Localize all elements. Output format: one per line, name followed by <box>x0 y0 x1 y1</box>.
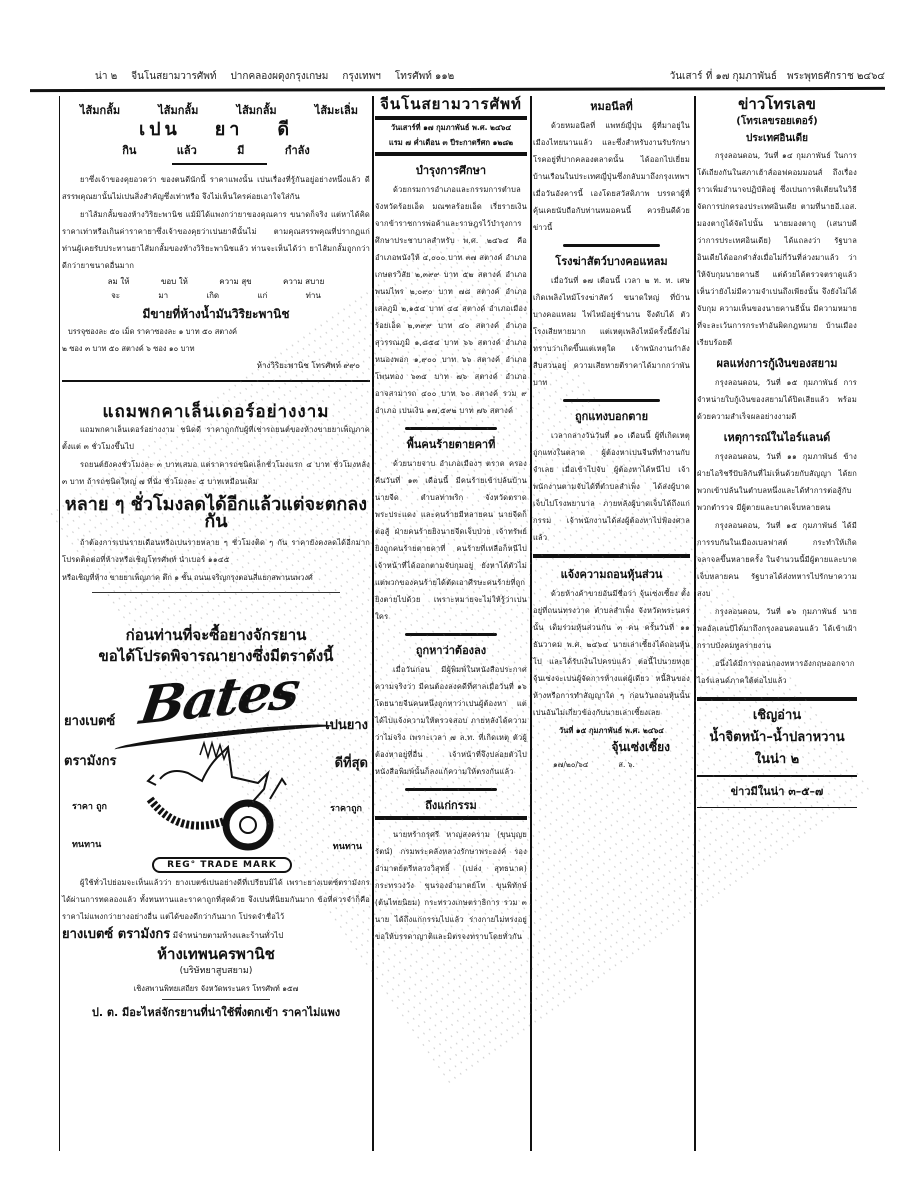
benefit-word: ลม ให้ <box>107 276 130 286</box>
section-rule <box>697 807 857 809</box>
article-body: กรุงลอนดอน, วันที่ ๑๕ กุมภาพันธ์ การจำหน่ายใบกู้เงินของสยามได้ปิดเสียแล้ว พร้อมด้วยความสำเร็จผลอย่างงามดี <box>697 378 857 421</box>
article-body: ด้วยห้างค้าขายอันมีชื่อว่า จุ้นเซ่งเซี้ยง ตั้งอยู่ที่ถนนทรงวาด ตำบลสำเพ็ง จังหวัดพระนครนั้น เดิมร่วมหุ้นส่วนกัน ๓ คน ครั้นวันที่ ๑๑ ธันวาคม พ.ศ. ๒๔๖๔ นายเล่าเซี้ยงได้ถอนหุ้นไป และได้รับเงินไปครบแล้ว ต่อนี้ไปนายหงุยจุ้นเซ่งจะเปนผู้จัดการห้างแต่ผู้เดียว หนี้สินของห้างหรือการทำสัญญาใด ๆ ก่อนวันถอนหุ้นนั้น เปนอันไม่เกี่ยวข้องกับนายเล่าเซี้ยงเลย <box>533 589 690 717</box>
ad-word: มี <box>237 144 245 157</box>
article-headline: ข่าวโทรเลข <box>738 95 816 113</box>
section-rule <box>375 816 527 820</box>
store-contact: เชิงสพานพิทยเสถียร จังหวัดพระนคร โทรศัพท์ ๑๕๗ <box>133 983 299 993</box>
ad-medicine-top-words <box>62 94 370 119</box>
ad-word: กิน <box>122 144 137 157</box>
company-name: (บริษัทยาสูบสยาม) <box>179 965 253 976</box>
section-rule <box>405 633 497 636</box>
left-label: ทนทาน <box>72 839 102 850</box>
ad-word: กำลัง <box>284 144 310 157</box>
column-rule-3 <box>694 96 696 1151</box>
article-body: กรุงลอนดอน, วันที่ ๑๑ กุมภาพันธ์ ข้างฝ่ายไอริชรีปับลิกันที่ไม่เห็นด้วยกับสัญญา ได้ยกพวกเข้าปล้นในตำบลหนึ่งและได้ทำการต่อสู้กับพวกตำรวจ มีผู้ตายและบาดเจ็บหลายคน <box>697 452 857 512</box>
price-line: บรรจุซองละ ๕๐ เม็ด ราคาซองละ ๑ บาท ๕๐ สตางค์ <box>68 326 238 336</box>
article-body: ด้วยนายจาบ อำเภอเมืองฯ ตราด ครองคืนวันที่ ๑๓ เดือนนี้ มีคนร้ายเข้าปล้นบ้านนายจีด ตำบลท่าพริก จังหวัดตราด พระประแดง และคนร้ายมีหลายคน นายจีดก็ต่อสู้ ฝ่ายคนร้ายยิงนายจีดเจ็บป่วย เจ้าทรัพย์ยิงถูกคนร้ายตายคาที่ คนร้ายที่เหลือก็หนีไป เจ้าหน้าที่ได้ออกตามจับกุมอยู่ ยังหาได้ตัวไม่ แต่พวกของคนร้ายได้ตัดเอาศีรษะคนร้ายที่ถูกยิงตายไปด้วย เพราะหมายจะไม่ให้รู้ว่าเปนใคร <box>375 459 527 621</box>
benefit-word: จะ <box>111 290 121 300</box>
ad-signature: ห้างวิริยะพานิช โทรศัพท์ ๙๙๐ <box>256 360 360 370</box>
article-body: ด้วยหมอนีลที่ แพทย์ญี่ปุ่น ผู้ที่มาอยู่ในเมืองไทยนานแล้ว และซึ่งสำหรับงานรับรักษาโรคอยู่ที่ปากคลองตลาดนั้น ได้ออกไปเยี่ยมบ้านเรือนในประเทศญี่ปุ่นซึ่งกลับมาถึงกรุงเทพฯ เมื่อวันอังคารนี้ เองโดยสวัสดิภาพ บรรดาผู้ที่คุ้นเคยนับถือกับท่านหมอคนนี้ ควรยินดีด้วยข่าวนี้ <box>533 121 690 232</box>
article-subheadline: (โทรเลขรอยเตอร์) <box>736 116 818 127</box>
issue-date: วันเสาร์ ที่ ๑๗ กุมภาพันธ์ <box>669 71 777 82</box>
ad-calendar <box>62 401 370 586</box>
masthead-rule <box>30 87 885 92</box>
article-headline: ถูกหาว่าต้องลง <box>415 644 487 657</box>
masthead <box>95 62 885 84</box>
article-headline: โรงฆ่าสัตว์บางคอแหลม <box>555 255 668 268</box>
city: กรุงเทพฯ <box>342 71 381 82</box>
ad-bates-headline-2: ขอได้โปรดพิจารณายางซึ่งมีตราดังนี้ <box>98 646 334 665</box>
ad-word: ไส้มกลั้ม <box>236 104 277 117</box>
right-label: ราคาถูก <box>330 803 362 814</box>
invite-line: น้ำจิตหน้า–น้ำปลาหวาน <box>709 730 845 745</box>
office-address: ปากคลองผดุงกรุงเกษม <box>230 71 329 82</box>
bates-illustration <box>62 659 370 874</box>
ad-medicine-headline <box>62 119 370 140</box>
ad-bates-headline: ก่อนท่านที่จะซื้อยางจักรยาน <box>125 625 307 644</box>
phone: โทรศัพท์ ๑๑๒ <box>394 71 455 82</box>
article-headline: พื้นคนร้ายตายคาที่ <box>406 438 496 451</box>
article-body: กรุงลอนดอน, วันที่ ๑๔ กุมภาพันธ์ ในการโต้เถียงกันในสภาเฮ้าส์ออฟคอมมอนส์ ถึงเรื่องราวเพิ่มอำนาจปฏิบัติอยู่ ซึ่งเปนการติเตียนในวิธีจัดการปกครองประเทศอินเดีย ตามที่นายอี.เอส. มองตากูได้จัดไปนั้น นายมองตากู (เสนาบดีว่าการประเทศอินเดีย) ได้แถลงว่า รัฐบาลอินเดียได้ออกคำสั่งเมื่อไม่กี่วันที่ล่วงมาแล้ว ว่าให้จับกุมนายคานธี แต่ด้วยได้ตรวจตราดูแล้ว เห็นว่ายังไม่มีความจำเปนถึงเพียงนั้น จึงยังไม่ได้จับกุม ความเห็นของนายคานธีนั้น มีความหมายที่จะละเว้นการกระทำอันผิดกฎหมาย บ้านเมืองเรียบร้อยดี <box>697 151 857 347</box>
right-label: ทนทาน <box>332 841 362 852</box>
dragon-tyre-icon <box>140 739 300 857</box>
section-rule <box>375 152 527 156</box>
notice-date: วันที่ ๑๕ กุมภาพันธ์ พ.ศ. ๒๔๖๔ <box>559 726 664 735</box>
column-advertisements <box>62 94 370 1021</box>
ad-calendar-body: แถมพกคาเล็นเดอร์อย่างงาม ชนิดดี ราคาถูกกับผู้ที่เช่ารถยนต์ของห้างขายยาเพ็ญภาค ตั้งแต่ ๓ ชั่วโมงขึ้นไป <box>62 424 370 451</box>
article-headline: ถึงแก่กรรม <box>425 799 477 812</box>
article-body: กรุงลอนดอน, วันที่ ๑๕ กุมภาพันธ์ ได้มีการรบกันในเมืองเบลฟาสต์ กระทำให้เกิดจลาจลขึ้นหลายครั้ง ในจำนวนนี้มีผู้ตายและบาดเจ็บหลายคน รัฐบาลได้ส่งทหารไปรักษาความสงบ <box>697 521 857 598</box>
article-headline: แจ้งความถอนหุ้นส่วน <box>560 568 663 581</box>
ad-bates-footer: ป. ต. มีอะไหล่จักรยานที่น่าใช้พึ่งตกเข้า ราคาไม่แพง <box>91 1005 341 1019</box>
article-headline: ผลแห่งการกู้เงินของสยาม <box>716 357 838 370</box>
article-section: ประเทศอินเดีย <box>745 133 809 144</box>
benefits-row <box>62 289 370 303</box>
section-rule <box>697 775 857 777</box>
invite-line: เชิญอ่าน <box>752 708 802 723</box>
ad-word: ไส้มกลั้ม <box>80 104 121 117</box>
section-rule <box>697 697 857 701</box>
article-headline: เหตุการณ์ในไอร์แลนด์ <box>723 431 831 444</box>
invite-line: ในน่า ๒ <box>754 752 800 767</box>
section-rule <box>563 399 660 402</box>
ad-medicine-body: ยาไส้มกลั้มของห้างวิริยะพานิช แม้มิได้แพงกว่ายาของคุณคาร ขนาดก็จริง แต่หาได้คิดราคาเท่าหรือเกินค่าราคายาซึ่งเจ้าของคุยว่าเปนยาดีนั้นไม่ ตามคุณสรรพคุณที่ปรากฏแก่ท่านผู้เคยรับประทานยาไส้มกลั้มของห้างวิริยะพานิชแล้ว ท่านจะเห็นได้ว่า ยาไส้มกลั้มถูกกว่า ดีกว่ายาขนาดอื่นมาก <box>62 209 370 270</box>
buddhist-year: พระพุทธศักราช ๒๔๖๔ <box>786 71 885 82</box>
brand-name: ยางเบตซ์ ตรามังกร <box>62 926 171 942</box>
notice-reference <box>533 756 690 773</box>
ad-calendar-address: หรือเชิญที่ห้าง ขายยาเพ็ญภาค ตึก ๑ ชั้น ถนนเจริญกรุงตอนสี่แยกสพานนพวงศ์ <box>62 572 313 582</box>
benefit-word: เกิด <box>206 290 220 300</box>
left-label: ราคา ถูก <box>72 801 107 812</box>
page-border-left <box>59 96 60 1151</box>
article-body: ด้วยกรมการอำเภอและกรรมการตำบล จังหวัดร้อยเอ็ด มณฑลร้อยเอ็ด เรี่ยรายเงินจากข้าราชการพ่อค้าและราษฎรไว้บำรุงการศึกษาประชาบาลสำหรับ พ.ศ. ๒๔๖๔ คือ อำเภอพนังให้ ๔,๐๐๐ บาท ๓๗ สตางค์ อำเภอเกษตรวิสัย ๒,๓๙๙ บาท ๕๒ สตางค์ อำเภอพนมไพร ๒,๐๙๐ บาท ๗๘ สตางค์ อำเภอเสลภูมิ ๒,๑๕๔ บาท ๔๔ สตางค์ อำเภอเมืองร้อยเอ็ด ๒,๓๙๙ บาท ๔๐ สตางค์ อำเภอสุวรรณภูมิ ๑,๘๕๔ บาท ๖๖ สตางค์ อำเภอหนองพอก ๑,๙๐๐ บาท ๖๖ สตางค์ อำเภอโพนทอง ๖๓๔ บาท ๗๖ สตางค์ อำเภออาจสามารถ ๔๐๐ บาท ๖๐ สตางค์ รวม ๙ อำเภอ เปนเงิน ๑๗,๕๙๒ บาท ๗๖ สตางค์ <box>375 185 527 415</box>
lunar-date-line: แรม ๗ ค่ำเดือน ๓ ปีระกาตรีศก ๑๒๘๒ <box>388 138 514 147</box>
column-telegraph-news <box>697 94 857 812</box>
article-body: เมื่อวันที่ ๑๗ เดือนนี้ เวลา ๒ ท. ท. เศษ เกิดเพลิงไหม้โรงฆ่าสัตว์ ขนาดใหญ่ ที่บ้านบางคอแหลม ไฟไหม้อยู่ช้านาน จึงดับได้ ตัวโรงเสียหายมาก แต่เหตุเพลิงไหม้ครั้งนี้ยังไม่ทราบว่าเกิดขึ้นแต่เหตุใด เจ้าพนักงานกำลังสืบสวนอยู่ ความเสียหายตีราคาได้มากกว่าพันบาท <box>533 276 690 387</box>
page-reference: ข่าวมีในน่า ๓–๕–๗ <box>730 784 824 798</box>
ad-word: เปน <box>138 119 181 140</box>
ad-word: ไส้มกลั้ม <box>158 104 199 117</box>
reference-code: ส. ๖. <box>618 760 635 769</box>
paper-name: จีนโนสยามวารศัพท์ <box>131 71 217 82</box>
underline-rule <box>172 163 267 165</box>
page-number: น่า ๒ <box>95 71 118 82</box>
section-rule <box>62 380 370 382</box>
benefit-word: ขอบ ให้ <box>160 276 188 286</box>
benefits-row <box>62 275 370 289</box>
section-rule <box>162 999 270 1000</box>
article-headline: หมอนีลที่ <box>590 100 633 113</box>
paper-title: จีนโนสยามวารศัพท์ <box>375 94 527 120</box>
section-rule <box>533 554 690 558</box>
seller-line: มีขายที่ห้างน้ำมันวิริยะพานิช <box>142 306 290 321</box>
column-news-3 <box>533 94 690 773</box>
article-body: กรุงลอนดอน, วันที่ ๑๖ กุมภาพันธ์ นายพลอัลเลนบีได้มาถึงกรุงลอนดอนแล้ว ได้เข้าเฝ้ากราบบังคมทูลรายงาน <box>697 607 857 650</box>
bates-logo: Bates <box>136 659 303 737</box>
article-body: เวลากลางวันวันที่ ๑๐ เดือนนี้ ผู้ที่เกิดเหตุถูกแทงในตลาด ผู้ต้องหาเปนจีนที่ทำงานกับจำเลย เมื่อเข้าไปจับ ผู้ต้องหาได้หนีไป เจ้าพนักงานตามจับได้ที่ตำบลสำเพ็ง ได้ส่งผู้บาดเจ็บไปโรงพยาบาล ภายหลังผู้บาดเจ็บได้ถึงแก่กรรม เจ้าพนักงานได้ส่งผู้ต้องหาไปฟ้องศาลแล้ว <box>533 431 690 542</box>
ad-bates-body: ผู้ใช้ทั่วไปย่อมจะเห็นแล้วว่า ยางเบตซ์เปนอย่างดีที่เปรียบมิได้ เพราะยางเบตซ์ตรามังกรได้ผ่านการทดลองแล้ว ทั้งทนทานและราคาถูกที่สุดด้วย จึงเปนที่นิยมกันมาก ข้อที่ควรจำก็คือ ราคาไม่แพงกว่ายางอย่างอื่น แต่ได้ของดีกว่ากันมาก โปรดจำชื่อไว้ <box>62 877 370 921</box>
price-line: ๒ ซอง ๓ บาท ๕๐ สตางค์ ๖ ซอง ๑๐ บาท <box>62 343 195 353</box>
column-news-2 <box>375 94 527 946</box>
benefit-word: มา <box>158 290 169 300</box>
brand-line <box>62 926 370 944</box>
right-label: เปนยาง <box>325 717 368 733</box>
article-body: นายหร้ากรุศรี หาญสงคราม (ขุนบุญยรัตน์) กรมพระคลังหลวงรักษาพระองค์ รองอำมาตย์ตรีหลวงวิสุทธิ์ (เปล่ง สุทธนาค) กระทรวงวัง ขุนรองอำมาตย์โท ขุนพิทักษ์ (ต้นไทยนิยม) กระทรวงเกษตราธิการ รวม ๓ นาย ได้ถึงแก่กรรมไปแล้ว ร่างกายไม่ทรงอยู่ ขอให้บรรดาญาติและมิตรจงทราบโดยทั่วกัน <box>375 830 527 941</box>
ad-word: แล้ว <box>176 144 197 157</box>
section-rule <box>92 592 340 593</box>
benefit-word: แก่ <box>257 290 268 300</box>
trademark-badge: REG° TRADE MARK <box>152 857 292 873</box>
ad-calendar-headline: แถมพกคาเล็นเดอร์อย่างงาม <box>102 401 330 422</box>
benefit-word: ความ สุข <box>219 276 252 286</box>
section-rule <box>405 427 497 430</box>
reference-number: ๑๗/๒๐/๖๔ <box>553 760 589 769</box>
ad-medicine <box>62 94 370 374</box>
article-headline: ถูกแทงบอกตาย <box>574 410 649 423</box>
benefit-word: ความ สบาย <box>283 276 325 286</box>
notice-signer: จุ้นเซ่งเซี้ยง <box>611 740 670 754</box>
ad-calendar-body: ถ้าต้องการเปนรายเดือนหรือเปนรายหลาย ๆ ชั่วโมงติด ๆ กัน ราคายังคงลดได้อีกมาก โปรดติดต่อที่ห้างหรือเชิญโทรศัพท์ นำเบอร์ ๑๑๔๕ <box>62 537 370 564</box>
left-label: ยางเบตซ์ <box>64 713 116 729</box>
ad-medicine-subline <box>62 140 370 161</box>
article-headline: บำรุงการศึกษา <box>415 164 487 177</box>
ad-medicine-body: ยาซึ่งเจ้าของคุยอวดว่า ของตนดีนักนี้ ราคาแพงนั้น เปนเรื่องที่รู้กันอยู่อย่างหนึ่งแล้ว ดีสรรพคุณยานั้นไม่เปนสิ่งสำคัญซึ่งเท่าหรือ จึงไม่เห็นใครค่อยเอาใจใส่กัน <box>62 174 370 201</box>
store-name: ห้างเทพนครพานิช <box>157 944 275 963</box>
right-label: ดีที่สุด <box>334 755 368 771</box>
benefit-word: ท่าน <box>305 290 321 300</box>
article-body: อนึ่งได้มีการถอนกองทหารอังกฤษออกจากไอร์แลนด์ภาคใต้ต่อไปแล้ว <box>697 659 855 685</box>
section-rule <box>563 244 660 247</box>
column-rule-2 <box>530 96 532 1151</box>
date-line: วันเสาร์ที่ ๑๗ กุมภาพันธ์ พ.ศ. ๒๔๖๔ <box>390 123 512 132</box>
article-body: เมื่อวันก่อน มีผู้พิมพ์ในหนังสือประกาศความจริงว่า มีคนต้องลงคดีที่ศาลเมื่อวันที่ ๑๖ โดยนายจีนคนหนึ่งถูกหาว่าเปนผู้ต้องหา แต่ได้ไปแจ้งความให้ตรวจสอบ ภายหลังได้ความว่าไม่จริง เพราะเวลา ๗ ล.ท. ที่เกิดเหตุ ตัวผู้ต้องหาอยู่ที่อื่น เจ้าหน้าที่จึงปล่อยตัวไป หนังสือพิมพ์นั้นก็ลงแก้ความให้ตรงกันแล้ว <box>375 665 527 776</box>
left-label: ตรามังกร <box>64 753 117 769</box>
brand-tail: มีจำหน่ายตามห้างและร้านทั่วไป <box>172 930 284 940</box>
section-rule <box>405 788 497 791</box>
ad-word: ยา <box>214 119 244 140</box>
ad-calendar-headline-2: หลาย ๆ ชั่วโมงลดได้อีกแล้วแต่จะตกลงกัน <box>64 493 368 532</box>
ad-word: ไส้มะเลิ่ม <box>314 104 358 117</box>
ad-bates-tyres <box>62 627 370 1021</box>
ad-word: ดี <box>277 119 294 140</box>
ad-calendar-body: รถยนต์ยังคงชั่วโมงละ ๓ บาทเสมอ แต่ราคารถชนิดเล็กชั่วโมงแรก ๔ บาท ชั่วโมงหลัง ๓ บาท ถ้ารถชนิดใหญ่ ๗ ที่นั่ง ชั่วโมงละ ๕ บาทเหมือนเดิม <box>62 459 370 486</box>
column-rule-1 <box>372 96 374 1151</box>
